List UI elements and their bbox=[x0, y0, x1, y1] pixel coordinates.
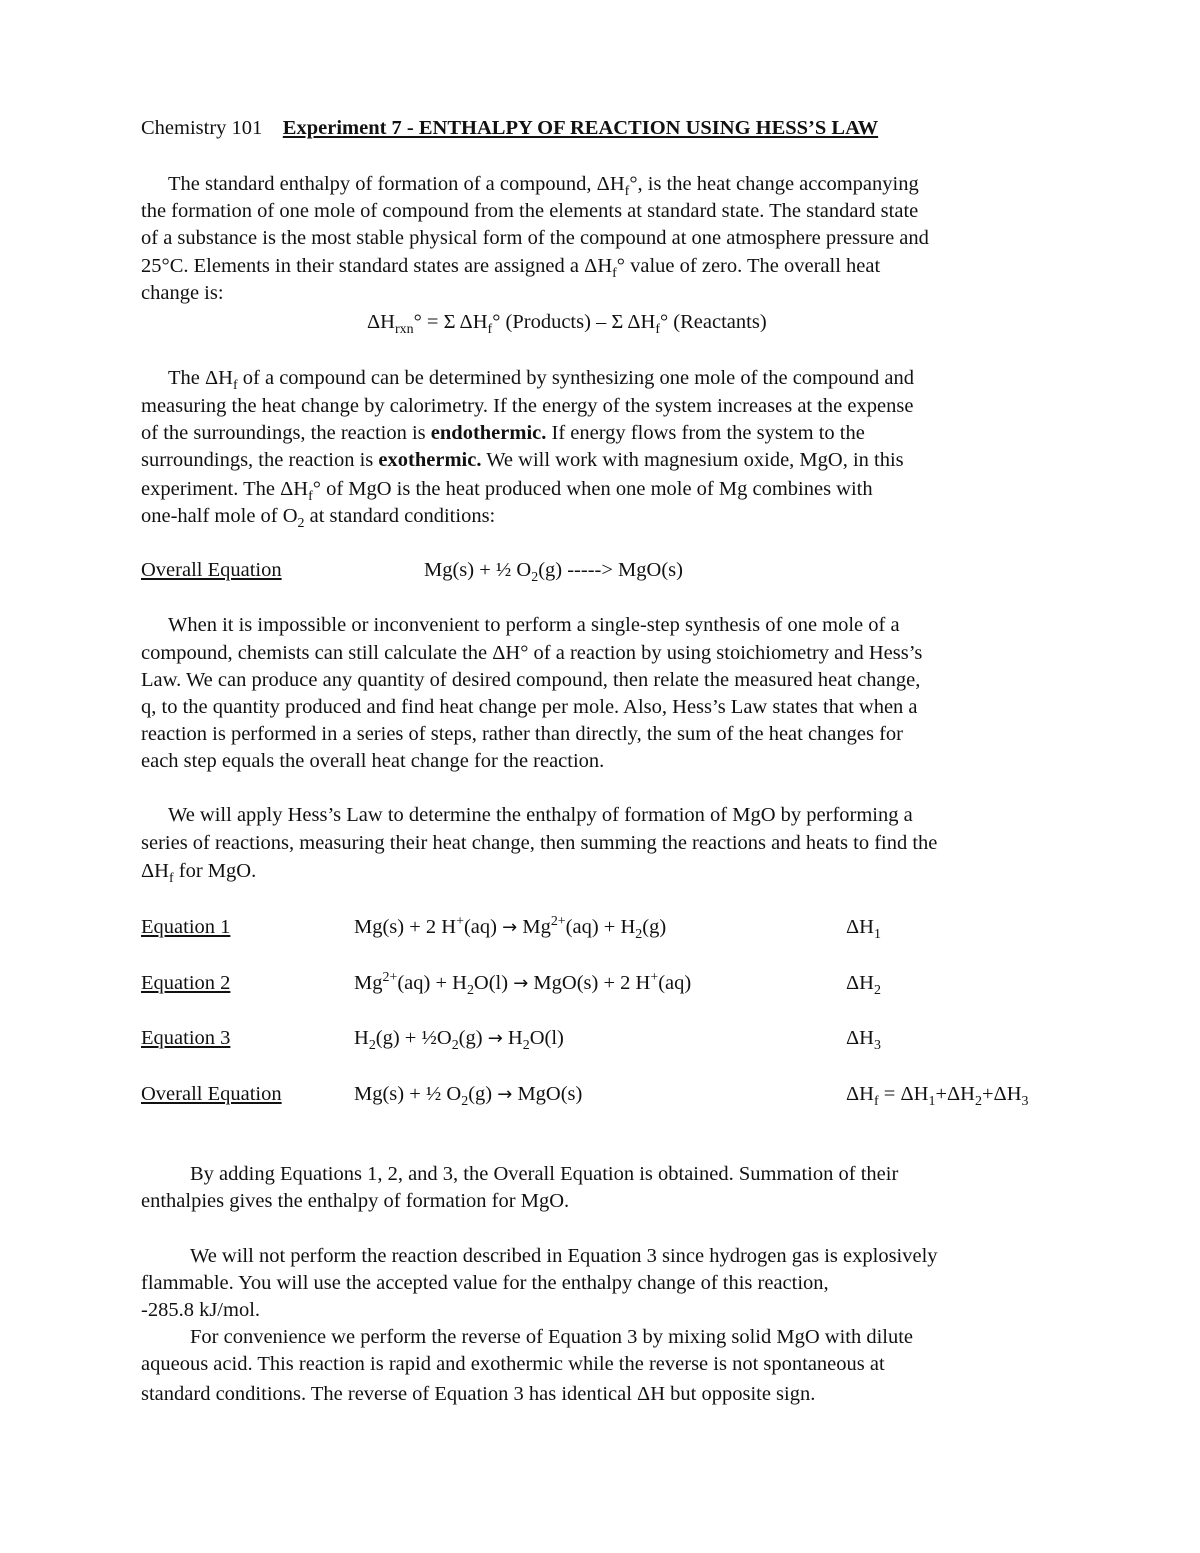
para6-line3: -285.8 kJ/mol. bbox=[141, 1299, 261, 1321]
course-name: Chemistry 101 bbox=[141, 117, 263, 139]
subscript: rxn bbox=[395, 322, 414, 338]
superscript: + bbox=[456, 914, 464, 930]
para4-line3 bbox=[141, 860, 257, 887]
text-run: +ΔH bbox=[935, 1083, 975, 1105]
para5-line2: enthalpies gives the enthalpy of formation for MgO. bbox=[141, 1190, 570, 1212]
subscript: 2 bbox=[975, 1094, 982, 1110]
text-run: Mg bbox=[354, 972, 383, 994]
exothermic-term: exothermic. bbox=[378, 449, 482, 471]
text-run: 25°C. Elements in their standard states are assigned a bbox=[141, 255, 585, 277]
text-run: (aq) + H bbox=[397, 972, 467, 994]
para2-line3 bbox=[141, 423, 865, 444]
equation2-enthalpy bbox=[846, 972, 881, 999]
header-line bbox=[141, 118, 878, 139]
equation1-formula bbox=[354, 914, 667, 943]
para3-line1: When it is impossible or inconvenient to perform a single-step synthesis of one mole of a bbox=[168, 614, 900, 636]
equation3-formula bbox=[354, 1027, 564, 1054]
text-run: one-half mole of O bbox=[141, 505, 298, 527]
para1-line5: change is: bbox=[141, 282, 224, 304]
para2-line2: measuring the heat change by calorimetry. If the energy of the system increases at the expense bbox=[141, 395, 914, 417]
text-run: O(l) bbox=[473, 972, 514, 994]
text-run: The standard enthalpy of formation of a compound, bbox=[168, 173, 597, 195]
subscript: 2 bbox=[635, 927, 643, 943]
text-run: H bbox=[502, 1027, 523, 1049]
delta-h-symbol: ΔH bbox=[205, 367, 233, 389]
para1-line3: of a substance is the most stable physical form of the compound at one atmosphere pressure and bbox=[141, 227, 929, 249]
subscript: f bbox=[487, 322, 493, 338]
subscript: f bbox=[624, 184, 630, 200]
subscript: f bbox=[169, 871, 174, 887]
para3-line5: reaction is performed in a series of steps, rather than directly, the sum of the heat changes for bbox=[141, 723, 904, 745]
subscript: 1 bbox=[874, 927, 881, 943]
text-run: surroundings, the reaction is bbox=[141, 449, 379, 471]
text-run: O(l) bbox=[529, 1027, 564, 1049]
subscript: 2 bbox=[297, 516, 305, 532]
subscript: 2 bbox=[466, 983, 474, 999]
arrow-icon: → bbox=[513, 973, 529, 994]
text-run: (g) + ½O bbox=[375, 1027, 452, 1049]
text-run: (aq) bbox=[658, 972, 692, 994]
text-run: +ΔH bbox=[981, 1083, 1022, 1105]
text-run: ° value of zero. The overall heat bbox=[616, 255, 881, 277]
para7-line3: standard conditions. The reverse of Equation 3 has identical ΔH but opposite sign. bbox=[141, 1383, 816, 1405]
text-run: MgO(s) bbox=[512, 1083, 583, 1105]
equation2-label: Equation 2 bbox=[141, 972, 231, 994]
text-run: °, is the heat change accompanying bbox=[629, 173, 919, 195]
subscript: 1 bbox=[928, 1094, 936, 1110]
para5-line1: By adding Equations 1, 2, and 3, the Overall Equation is obtained. Summation of their bbox=[190, 1163, 899, 1185]
subscript: f bbox=[612, 266, 617, 282]
para3-line6: each step equals the overall heat change for the reaction. bbox=[141, 750, 605, 772]
equation3-enthalpy bbox=[846, 1027, 881, 1054]
para2-line5 bbox=[141, 478, 873, 505]
text-run: for MgO. bbox=[173, 860, 257, 882]
para2-line6 bbox=[141, 505, 496, 532]
para6-line1: We will not perform the reaction described in Equation 3 since hydrogen gas is explosively bbox=[190, 1245, 938, 1267]
delta-h-symbol: ΔH bbox=[141, 860, 169, 882]
text-run: ° of MgO is the heat produced when one mole of Mg combines with bbox=[312, 478, 873, 500]
text-run: (g) bbox=[458, 1027, 488, 1049]
endothermic-term: endothermic. bbox=[430, 422, 547, 444]
overall-equation-formula bbox=[424, 559, 683, 586]
superscript: 2+ bbox=[550, 914, 566, 930]
subscript: 2 bbox=[451, 1038, 459, 1054]
para2-line1 bbox=[168, 367, 914, 394]
subscript: f bbox=[874, 1094, 879, 1110]
text-run: at standard conditions: bbox=[304, 505, 496, 527]
subscript: 2 bbox=[531, 570, 539, 586]
subscript: f bbox=[308, 489, 313, 505]
text-run: If energy flows from the system to the bbox=[546, 422, 865, 444]
text-run: of the surroundings, the reaction is bbox=[141, 422, 431, 444]
delta-h-symbol: ΔH bbox=[584, 255, 613, 277]
arrow-icon: → bbox=[497, 1084, 513, 1105]
equation3-label: Equation 3 bbox=[141, 1027, 231, 1049]
subscript: 2 bbox=[461, 1094, 469, 1110]
equation1-label: Equation 1 bbox=[141, 916, 231, 938]
arrow-icon: → bbox=[487, 1028, 503, 1049]
para6-line2: flammable. You will use the accepted value for the enthalpy change of this reaction, bbox=[141, 1272, 829, 1294]
delta-h-symbol: ΔH bbox=[280, 478, 309, 500]
enthalpy-formula bbox=[367, 311, 767, 338]
text-run: Mg(s) + ½ O bbox=[354, 1083, 462, 1105]
para7-line1: For convenience we perform the reverse of Equation 3 by mixing solid MgO with dilute bbox=[190, 1326, 914, 1348]
delta-h-symbol: ΔH bbox=[596, 173, 625, 195]
para1-line2: the formation of one mole of compound from the elements at standard state. The standard state bbox=[141, 200, 919, 222]
para1-line4 bbox=[141, 255, 881, 282]
text-run: Mg(s) + ½ O bbox=[424, 559, 532, 581]
delta-h-symbol: ΔH bbox=[846, 1083, 874, 1105]
delta-h-symbol: ΔH bbox=[846, 1027, 874, 1049]
para4-line2: series of reactions, measuring their heat change, then summing the reactions and heats to find the bbox=[141, 832, 938, 854]
text-run: The bbox=[168, 367, 205, 389]
experiment-title: Experiment 7 - ENTHALPY OF REACTION USING HESS’S LAW bbox=[282, 117, 879, 139]
text-run: = ΔH bbox=[878, 1083, 929, 1105]
para3-line3: Law. We can produce any quantity of desired compound, then relate the measured heat change, bbox=[141, 669, 921, 691]
subscript: f bbox=[655, 322, 660, 338]
para4-line1: We will apply Hess’s Law to determine the enthalpy of formation of MgO by performing a bbox=[168, 804, 913, 826]
overall-equation-table-label: Overall Equation bbox=[141, 1083, 282, 1105]
subscript: 2 bbox=[522, 1038, 530, 1054]
text-run: (aq) + H bbox=[565, 916, 636, 938]
para7-line2: aqueous acid. This reaction is rapid and exothermic while the reverse is not spontaneous at bbox=[141, 1353, 885, 1375]
para2-line4 bbox=[141, 450, 904, 471]
text-run: ΔH bbox=[367, 311, 395, 333]
text-run: H bbox=[354, 1027, 369, 1049]
text-run: (aq) bbox=[463, 916, 503, 938]
para3-line4: q, to the quantity produced and find heat change per mole. Also, Hess’s Law states that when a bbox=[141, 696, 918, 718]
delta-h-symbol: ΔH bbox=[846, 916, 874, 938]
subscript: 3 bbox=[874, 1038, 881, 1054]
superscript: 2+ bbox=[382, 970, 398, 986]
text-run: (g) bbox=[642, 916, 667, 938]
text-run: MgO(s) + 2 H bbox=[528, 972, 651, 994]
text-run: ° (Reactants) bbox=[659, 311, 767, 333]
equation2-formula bbox=[354, 970, 692, 999]
overall-equation-enthalpy-sum bbox=[846, 1083, 1029, 1110]
overall-equation-table-formula bbox=[354, 1083, 583, 1110]
text-run: ° (Products) – Σ ΔH bbox=[492, 311, 656, 333]
subscript: 2 bbox=[874, 983, 881, 999]
delta-h-symbol: ΔH bbox=[846, 972, 874, 994]
text-run: of a compound can be determined by synthesizing one mole of the compound and bbox=[237, 367, 914, 389]
text-run: Mg bbox=[517, 916, 551, 938]
text-run: We will work with magnesium oxide, MgO, in this bbox=[481, 449, 904, 471]
text-run: (g) -----> MgO(s) bbox=[538, 559, 683, 581]
overall-equation-label: Overall Equation bbox=[141, 559, 282, 581]
superscript: + bbox=[650, 970, 659, 986]
subscript: f bbox=[233, 378, 238, 394]
arrow-icon: → bbox=[502, 917, 518, 938]
para1-line1 bbox=[168, 173, 919, 200]
para3-line2: compound, chemists can still calculate the ΔH° of a reaction by using stoichiometry and Hess’s bbox=[141, 642, 923, 664]
text-run: Mg(s) + 2 H bbox=[354, 916, 457, 938]
text-run: (g) bbox=[468, 1083, 498, 1105]
text-run: experiment. The bbox=[141, 478, 281, 500]
subscript: 2 bbox=[368, 1038, 376, 1054]
subscript: 3 bbox=[1021, 1094, 1029, 1110]
text-run: ° = Σ ΔH bbox=[413, 311, 488, 333]
equation1-enthalpy bbox=[846, 916, 881, 943]
